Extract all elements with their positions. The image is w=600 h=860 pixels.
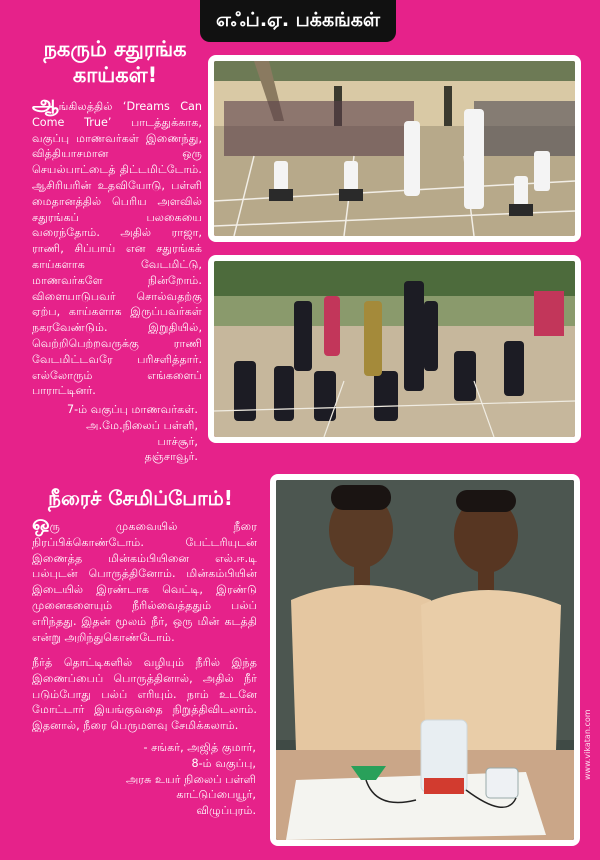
article-body-chess xyxy=(32,91,202,399)
article-title-water: நீரைச் சேமிப்போம்! xyxy=(48,486,233,510)
article-credit-chess xyxy=(60,402,198,465)
dropcap: ஆ xyxy=(32,91,59,115)
photo-students-experiment xyxy=(270,474,580,846)
article-credit-water xyxy=(80,740,256,819)
credit-line: அரசு உயர் நிலைப் பள்ளி xyxy=(125,772,256,786)
photo-chess-game-1 xyxy=(208,55,581,242)
credit-line: விழுப்புரம். xyxy=(196,804,256,818)
section-title: எஃப்.ஏ. பக்கங்கள் xyxy=(215,9,381,31)
article-body-text: ரு முகவையில் நீரை நிரப்பிக்கொண்டோம். பேட்டரியுடன் இணைத்த மின்கம்பியினை எல்.ஈ.டி பல்புடன் பொருத்தினோம். மின்கம்பியின் இடையில் இரண்டாக வெட்டி, இரண்டு முனைகளையும் நீரில்வைத்ததும் பல்ப் எரிந்தது. இதன் மூலம் நீர், ஒரு மின் கடத்தி என்று அறிந்துகொண்டோம். xyxy=(32,520,257,644)
section-header-tab xyxy=(200,0,396,42)
article-body-text: ங்கிலத்தில் ‘Dreams Can Come True’ பாடத்துக்காக, வகுப்பு மாணவர்கள் இணைந்து, வித்தியாசமான ஒரு செயல்பாட்டைத் திட்டமிட்டோம். ஆசிரியரின் உதவியோடு, பள்ளி மைதானத்தில் பெரிய அளவில் சதுரங்கப் பலகையை வரைந்தோம். அதில் ராஜா, ராணி, சிப்பாய் என சதுரங்கக் காய்களாக வேடமிட்டு, மாணவர்களே நின்றோம். விளையாடுபவர் சொல்வதற்கு ஏற்ப, காய்களாக இருப்பவர்கள் நகரவேண்டும். இறுதியில், வெற்றிபெற்றவருக்கு ராணி வேடமிட்டவரே பரிசளித்தார். எல்லோரும் எங்களைப் பாராட்டினர். xyxy=(32,100,202,398)
credit-line: காட்டுப்பையூர், xyxy=(176,788,256,802)
watermark: www.vikatan.com xyxy=(583,709,592,780)
credit-line: 7-ம் வகுப்பு மாணவர்கள். xyxy=(67,403,198,416)
article-body-water-2: நீர்த் தொட்டிகளில் வழியும் நீரில் இந்த இணைப்பைப் பொருத்தினால், அதில் நீர் படும்போது பல்ப் எரியும். நாம் உடனே மோட்டார் இயங்குவதை நிறுத்திவிடலாம். இதனால், நீரை பெருமளவு சேமிக்கலாம். xyxy=(32,656,257,733)
credit-line: தஞ்சாவூர். xyxy=(144,450,198,464)
article-title-chess: நகரும் சதுரங்க காய்கள்! xyxy=(43,37,187,88)
credit-line: 8-ம் வகுப்பு, xyxy=(191,756,256,770)
article-body-water xyxy=(32,511,257,645)
credit-line: அ.மே.நிலைப் பள்ளி, பாச்சூர், xyxy=(86,418,198,448)
photo-chess-game-2 xyxy=(208,255,581,443)
dropcap: ஒ xyxy=(32,511,50,535)
credit-line: - சங்கர், அஜித் குமார், xyxy=(143,741,256,754)
